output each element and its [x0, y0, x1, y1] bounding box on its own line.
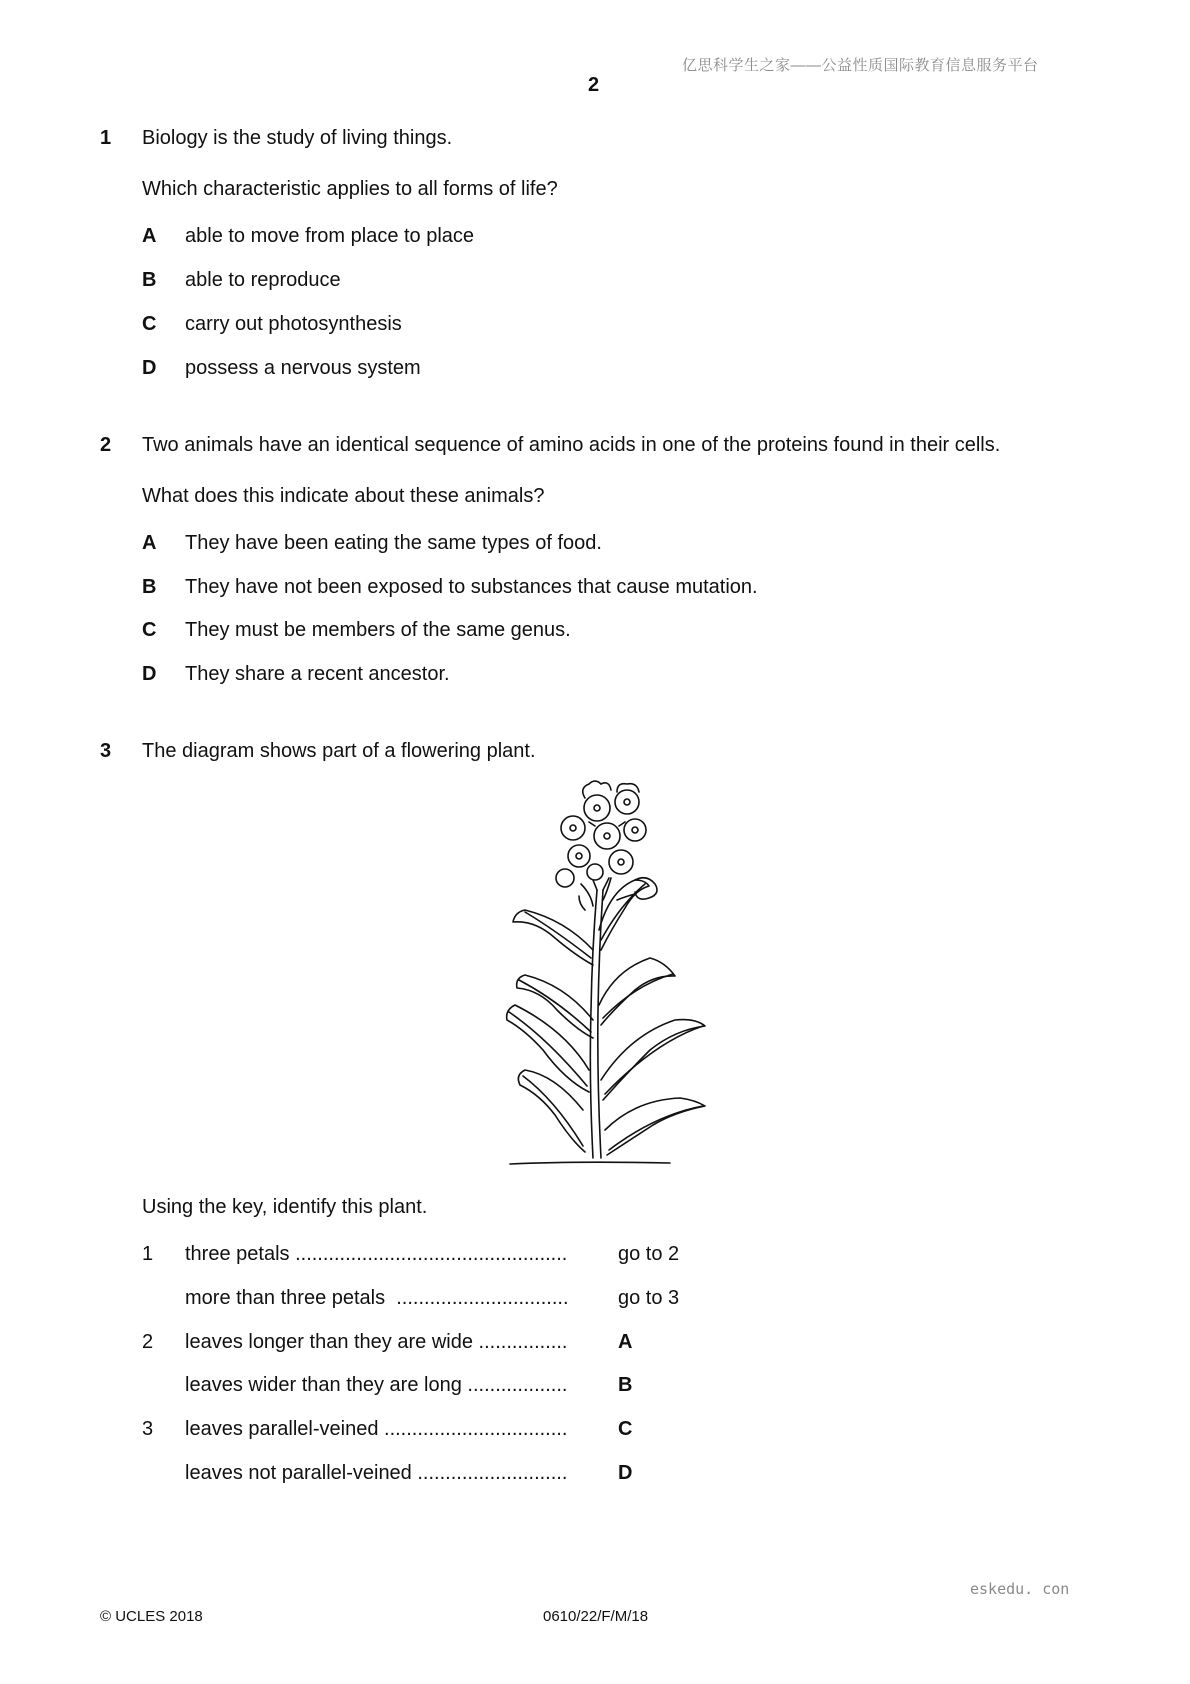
key-description: more than three petals ...............................	[185, 1287, 569, 1309]
header-watermark: 亿思科学生之家——公益性质国际教育信息服务平台	[682, 57, 1039, 74]
option-letter: C	[142, 619, 157, 641]
copyright: © UCLES 2018	[100, 1608, 203, 1625]
key-description: three petals .................................................	[185, 1243, 568, 1265]
flowering-plant-diagram	[485, 780, 715, 1180]
key-step-number: 2	[142, 1331, 154, 1353]
question-number: 2	[100, 434, 112, 456]
option-text: able to reproduce	[185, 269, 341, 291]
option-letter: A	[142, 532, 157, 554]
key-description: leaves longer than they are wide ................	[185, 1331, 568, 1353]
question-prompt: Using the key, identify this plant.	[142, 1196, 428, 1218]
footer-watermark: eskedu. con	[970, 1580, 1070, 1598]
option-text: carry out photosynthesis	[185, 313, 402, 335]
question-stem: Biology is the study of living things.	[142, 127, 453, 149]
page-number: 2	[588, 74, 600, 96]
option-text: They must be members of the same genus.	[185, 619, 571, 641]
leaf	[605, 1098, 705, 1155]
leaf	[599, 958, 675, 1025]
question-prompt: Which characteristic applies to all forms of life?	[142, 178, 558, 200]
flower-cluster	[556, 781, 657, 910]
key-result: A	[618, 1331, 633, 1353]
question-prompt: What does this indicate about these animals?	[142, 485, 545, 507]
key-description: leaves parallel-veined .................................	[185, 1418, 568, 1440]
option-letter: C	[142, 313, 157, 335]
leaf	[518, 1070, 585, 1152]
option-text: possess a nervous system	[185, 357, 421, 379]
question-number: 1	[100, 127, 112, 149]
key-result: C	[618, 1418, 633, 1440]
option-text: able to move from place to place	[185, 225, 475, 247]
key-result: D	[618, 1462, 633, 1484]
key-result: B	[618, 1374, 633, 1396]
option-letter: A	[142, 225, 157, 247]
option-letter: D	[142, 663, 157, 685]
option-text: They have been eating the same types of food.	[185, 532, 602, 554]
option-letter: B	[142, 576, 157, 598]
question-number: 3	[100, 740, 112, 762]
question-stem: Two animals have an identical sequence of amino acids in one of the proteins found in their cells.	[142, 434, 1001, 456]
key-description: leaves wider than they are long ..................	[185, 1374, 568, 1396]
option-letter: D	[142, 357, 157, 379]
key-step-number: 1	[142, 1243, 154, 1265]
ground-line	[510, 1162, 670, 1164]
option-text: They share a recent ancestor.	[185, 663, 450, 685]
paper-code: 0610/22/F/M/18	[543, 1608, 649, 1625]
leaf	[513, 910, 593, 965]
key-description: leaves not parallel-veined ...........................	[185, 1462, 568, 1484]
key-result: go to 2	[618, 1243, 680, 1265]
option-text: They have not been exposed to substances that cause mutation.	[185, 576, 758, 598]
option-letter: B	[142, 269, 157, 291]
key-step-number: 3	[142, 1418, 154, 1440]
key-result: go to 3	[618, 1287, 680, 1309]
main-stem	[590, 890, 597, 1158]
question-stem: The diagram shows part of a flowering plant.	[142, 740, 536, 762]
